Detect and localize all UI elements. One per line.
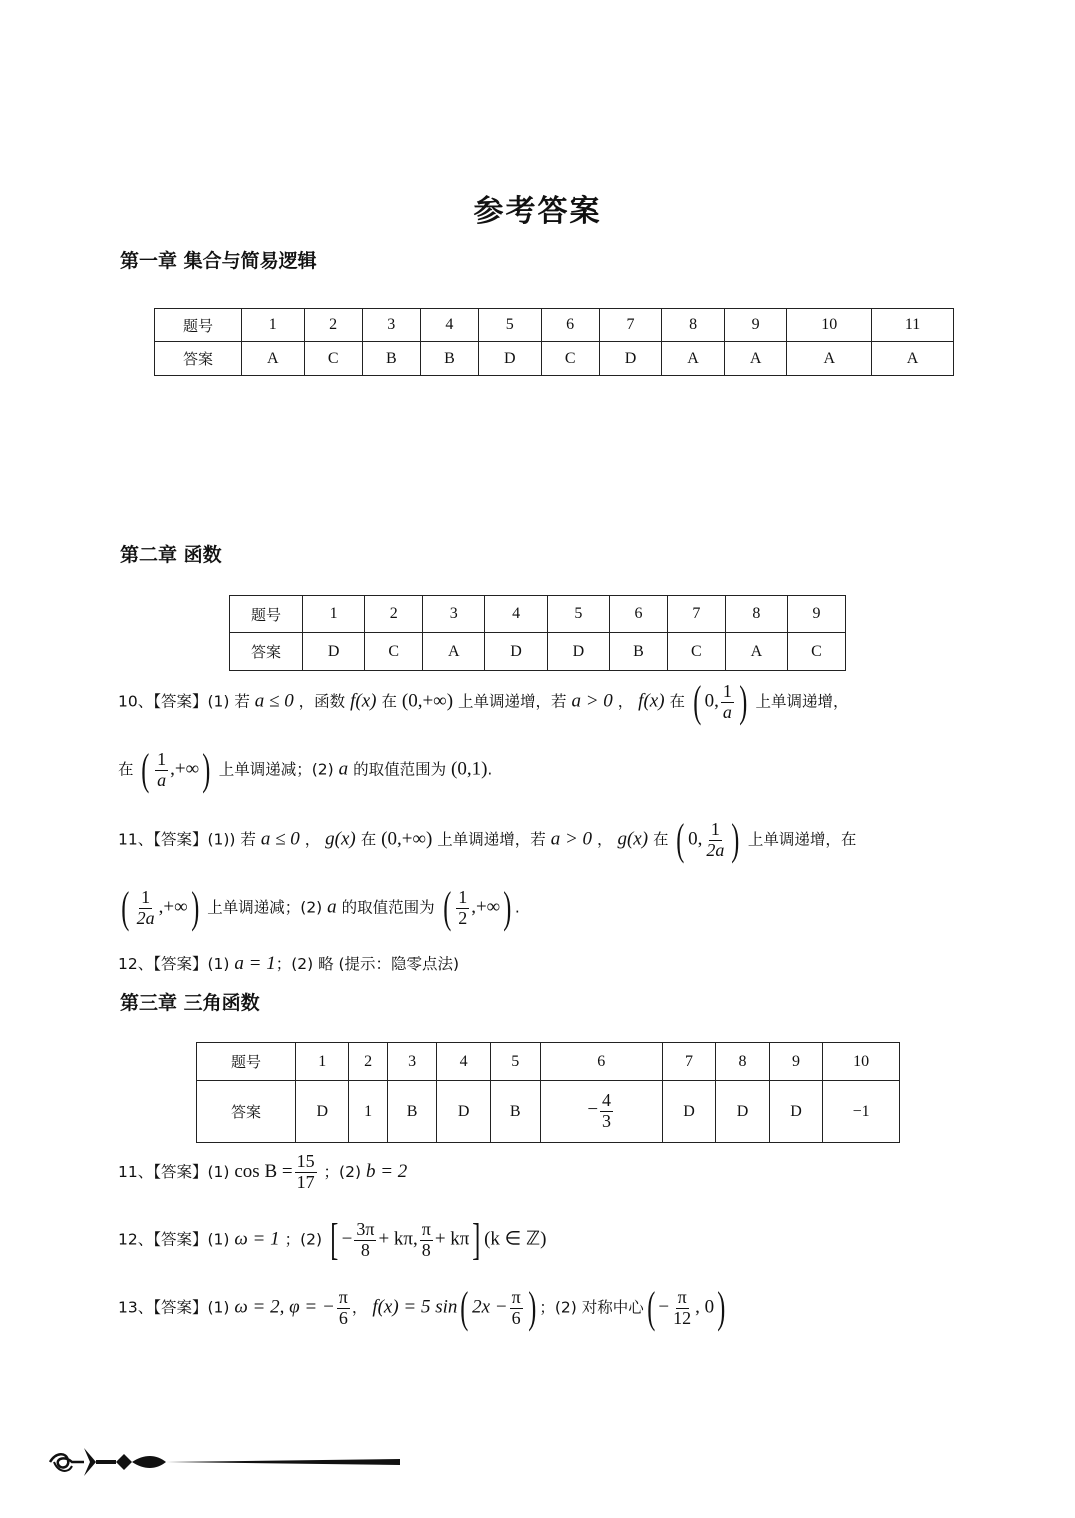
ch2-q11-line1 <box>118 815 857 864</box>
table-cell: 4 <box>437 1043 490 1081</box>
footer-ornament-icon <box>44 1440 404 1484</box>
table-cell: 5 <box>547 596 609 633</box>
table-cell: 7 <box>667 596 725 633</box>
fraction <box>600 1091 613 1132</box>
table-cell: 1 <box>242 309 305 342</box>
chapter3-answer-table <box>196 1042 900 1143</box>
q10-text: 在 <box>118 760 134 779</box>
left-paren: ( <box>693 677 702 726</box>
right-paren: ) <box>739 677 748 726</box>
q11-text: 上单调递增，若 <box>437 830 546 849</box>
table-cell: 9 <box>788 596 846 633</box>
q12-rest: ；(2) 略 (提示：隐零点法) <box>275 955 460 973</box>
c3q12-w: ω = 1 <box>234 1228 280 1250</box>
table-cell: −1 <box>823 1081 900 1143</box>
denominator: 2 <box>458 907 468 928</box>
q11-interval1: (0,+∞) <box>381 828 433 850</box>
table-cell: D <box>303 633 365 671</box>
q10-text: ，函数 <box>298 692 346 711</box>
table-header-cell: 题号 <box>230 596 303 633</box>
c3q13-prefix: 13、【答案】(1) <box>118 1298 230 1317</box>
table-cell: 6 <box>610 596 668 633</box>
numerator: 4 <box>602 1090 612 1111</box>
table-cell: C <box>541 342 599 376</box>
table-cell: A <box>872 342 954 376</box>
table-cell: 1 <box>296 1043 349 1081</box>
denominator: a <box>157 769 167 790</box>
denominator: 8 <box>421 1239 431 1260</box>
denominator: 17 <box>296 1171 315 1192</box>
q11-end: . <box>514 898 520 917</box>
chapter1-answer-table <box>154 308 954 376</box>
ch2-q11-line2 <box>118 883 520 932</box>
fraction <box>671 1288 693 1329</box>
table-cell: 3 <box>387 1043 437 1081</box>
numerator: π <box>338 1286 348 1307</box>
table-cell: A <box>725 633 787 671</box>
table-cell: D <box>485 633 547 671</box>
q11-cond1: a ≤ 0 <box>260 828 300 850</box>
table-header-cell: 题号 <box>197 1043 296 1081</box>
q11-text: 在 <box>652 830 669 849</box>
table-cell: D <box>296 1081 349 1143</box>
table-cell: 9 <box>769 1043 822 1081</box>
fraction <box>704 820 726 861</box>
table-cell: A <box>662 342 725 376</box>
q11-prefix: 11、【答案】(1)) 若 <box>118 830 256 849</box>
numerator: 1 <box>722 680 732 701</box>
minus: − <box>341 1228 353 1250</box>
left-paren: ( <box>141 745 150 794</box>
c3q13-text: ， <box>351 1298 368 1317</box>
table-cell: 11 <box>872 309 954 342</box>
table-cell: 2 <box>349 1043 387 1081</box>
table-cell: A <box>242 342 305 376</box>
table-cell: D <box>662 1081 715 1143</box>
q10-interval2-left: 0, <box>704 690 719 712</box>
table-cell: 1 <box>303 596 365 633</box>
q11-text: 上单调递增，在 <box>747 830 857 849</box>
table-cell: D <box>599 342 662 376</box>
table-cell: D <box>479 342 542 376</box>
c3q13-text: ；(2) 对称中心 <box>539 1298 644 1317</box>
table-header-cell: 答案 <box>230 633 303 671</box>
numerator: 1 <box>157 748 167 769</box>
fraction <box>295 1152 317 1193</box>
minus: − <box>587 1099 599 1121</box>
c3q12-term: + kπ <box>434 1228 470 1250</box>
left-bracket: [ <box>330 1215 339 1264</box>
table-cell: C <box>365 633 423 671</box>
left-paren: ( <box>121 883 130 932</box>
table-cell: B <box>490 1081 540 1143</box>
minus: − <box>658 1296 670 1318</box>
right-paren: ) <box>717 1283 726 1332</box>
denominator: 12 <box>673 1307 692 1328</box>
chapter2-heading: 第二章 函数 <box>120 544 222 566</box>
table-cell: 1 <box>349 1081 387 1143</box>
fraction <box>354 1220 376 1261</box>
q10-interval1: (0,+∞) <box>401 690 454 712</box>
denominator: 3 <box>602 1111 612 1131</box>
c3q12-k: (k ∈ ℤ) <box>484 1228 547 1250</box>
table-cell <box>540 1081 662 1143</box>
fraction <box>135 888 157 929</box>
table-cell: A <box>724 342 787 376</box>
q12-eq: a = 1 <box>234 953 276 974</box>
table-header-cell: 题号 <box>155 309 242 342</box>
ch3-q13-line <box>118 1283 729 1332</box>
right-paren: ) <box>190 883 200 932</box>
table-cell: B <box>420 342 478 376</box>
c3q13-w: ω = 2, φ = − <box>234 1296 335 1318</box>
table-cell: C <box>304 342 362 376</box>
q10-fx: f(x) <box>350 690 377 712</box>
fraction <box>155 750 168 791</box>
numerator: π <box>511 1286 521 1307</box>
ch3-q12-line <box>118 1215 547 1264</box>
numerator: 1 <box>141 886 151 907</box>
ch2-q10-line2 <box>118 745 493 794</box>
fraction <box>337 1288 350 1329</box>
c3q13-end: , 0 <box>695 1296 715 1318</box>
right-paren: ) <box>731 815 740 864</box>
c3q11-prefix: 11、【答案】(1) <box>118 1162 230 1181</box>
q10-prefix: 10、【答案】(1) 若 <box>118 692 250 711</box>
numerator: 1 <box>458 886 468 907</box>
q10-fx: f(x) <box>638 690 665 712</box>
chapter2-answer-table <box>229 595 846 671</box>
table-cell: 3 <box>423 596 485 633</box>
q11-text: ， <box>304 830 321 849</box>
left-paren: ( <box>647 1283 656 1332</box>
chapter1-heading: 第一章 集合与简易逻辑 <box>120 250 317 272</box>
table-cell: A <box>787 342 872 376</box>
denominator: 2a <box>136 907 155 928</box>
q11-interval3-right: ,+∞ <box>158 896 188 918</box>
numerator: 15 <box>296 1151 315 1171</box>
ch2-q12-line <box>118 952 459 975</box>
c3q11-text: ；(2) <box>323 1162 361 1181</box>
left-paren: ( <box>676 815 685 864</box>
table-cell: 9 <box>724 309 787 342</box>
q10-interval3-right: ,+∞ <box>170 758 200 780</box>
table-cell: 2 <box>304 309 362 342</box>
table-cell: 10 <box>823 1043 900 1081</box>
q11-cond2: a > 0 <box>550 828 593 850</box>
numerator: 1 <box>710 818 720 839</box>
c3q11-cos: cos B = <box>234 1160 293 1182</box>
table-cell: D <box>437 1081 490 1143</box>
q10-text: 上单调递增，若 <box>458 692 567 711</box>
q11-text: 上单调递减；(2) <box>207 898 323 917</box>
table-cell: 8 <box>716 1043 769 1081</box>
numerator: 3π <box>356 1218 375 1239</box>
table-cell: 2 <box>365 596 423 633</box>
q10-text: 的取值范围为 <box>353 760 447 779</box>
q10-cond1: a ≤ 0 <box>254 690 294 712</box>
c3q13-inner: 2x − <box>472 1296 508 1318</box>
left-paren: ( <box>442 883 451 932</box>
fraction <box>456 888 469 929</box>
table-cell: D <box>716 1081 769 1143</box>
denominator: 6 <box>511 1307 521 1328</box>
q11-gx: g(x) <box>617 828 649 850</box>
q11-range-right: ,+∞ <box>471 896 501 918</box>
q12-prefix: 12、【答案】(1) <box>118 955 230 973</box>
q11-interval2-left: 0, <box>688 828 703 850</box>
q11-gx: g(x) <box>325 828 356 850</box>
ch3-q11-line <box>118 1152 407 1193</box>
q11-text: ， <box>596 830 613 849</box>
chapter3-heading: 第三章 三角函数 <box>120 992 260 1014</box>
c3q12-term: + kπ, <box>378 1228 418 1250</box>
table-cell: 7 <box>599 309 662 342</box>
right-paren: ) <box>503 883 512 932</box>
q11-text: 在 <box>360 830 377 849</box>
numerator: π <box>421 1218 431 1239</box>
fraction <box>420 1220 433 1261</box>
table-cell: 7 <box>662 1043 715 1081</box>
table-cell: 5 <box>490 1043 540 1081</box>
table-cell: B <box>610 633 668 671</box>
fraction <box>510 1288 523 1329</box>
table-cell: 10 <box>787 309 872 342</box>
q10-end: . <box>487 760 493 779</box>
table-cell: 8 <box>725 596 787 633</box>
table-cell: 4 <box>485 596 547 633</box>
c3q11-b: b = 2 <box>365 1160 408 1182</box>
table-cell: D <box>547 633 609 671</box>
c3q12-prefix: 12、【答案】(1) <box>118 1230 230 1249</box>
ch2-q10-line1 <box>118 677 849 726</box>
table-cell: C <box>788 633 846 671</box>
table-cell: 4 <box>420 309 478 342</box>
right-bracket: ] <box>472 1215 481 1264</box>
c3q13-f: f(x) = 5 sin <box>372 1296 458 1318</box>
table-cell: A <box>423 633 485 671</box>
table-cell: C <box>667 633 725 671</box>
table-header-cell: 答案 <box>197 1081 296 1143</box>
q10-var: a <box>338 758 349 780</box>
table-cell: B <box>387 1081 437 1143</box>
denominator: 6 <box>338 1307 348 1328</box>
q10-cond2: a > 0 <box>571 690 613 712</box>
q10-text: 在 <box>381 692 397 711</box>
table-cell: 6 <box>541 309 599 342</box>
denominator: 8 <box>360 1239 370 1260</box>
q10-range: (0,1) <box>451 758 488 780</box>
q11-text: 的取值范围为 <box>341 898 435 917</box>
c3q12-text: ；(2) <box>284 1230 323 1249</box>
table-cell: 8 <box>662 309 725 342</box>
table-cell: D <box>769 1081 822 1143</box>
denominator: a <box>722 701 732 722</box>
table-cell: B <box>362 342 420 376</box>
table-cell: 5 <box>479 309 542 342</box>
denominator: 2a <box>706 839 725 860</box>
right-paren: ) <box>528 1283 537 1332</box>
table-header-cell: 答案 <box>155 342 242 376</box>
right-paren: ) <box>202 745 211 794</box>
q10-text: ， <box>617 692 634 711</box>
fraction <box>721 682 734 723</box>
q10-text: 上单调递减；(2) <box>218 760 334 779</box>
table-cell: 6 <box>540 1043 662 1081</box>
q10-text: 在 <box>669 692 685 711</box>
table-cell: 3 <box>362 309 420 342</box>
q10-text: 上单调递增， <box>755 692 849 711</box>
numerator: π <box>677 1286 687 1307</box>
left-paren: ( <box>460 1283 469 1332</box>
q11-var: a <box>327 896 337 918</box>
page-title: 参考答案 <box>473 194 602 229</box>
